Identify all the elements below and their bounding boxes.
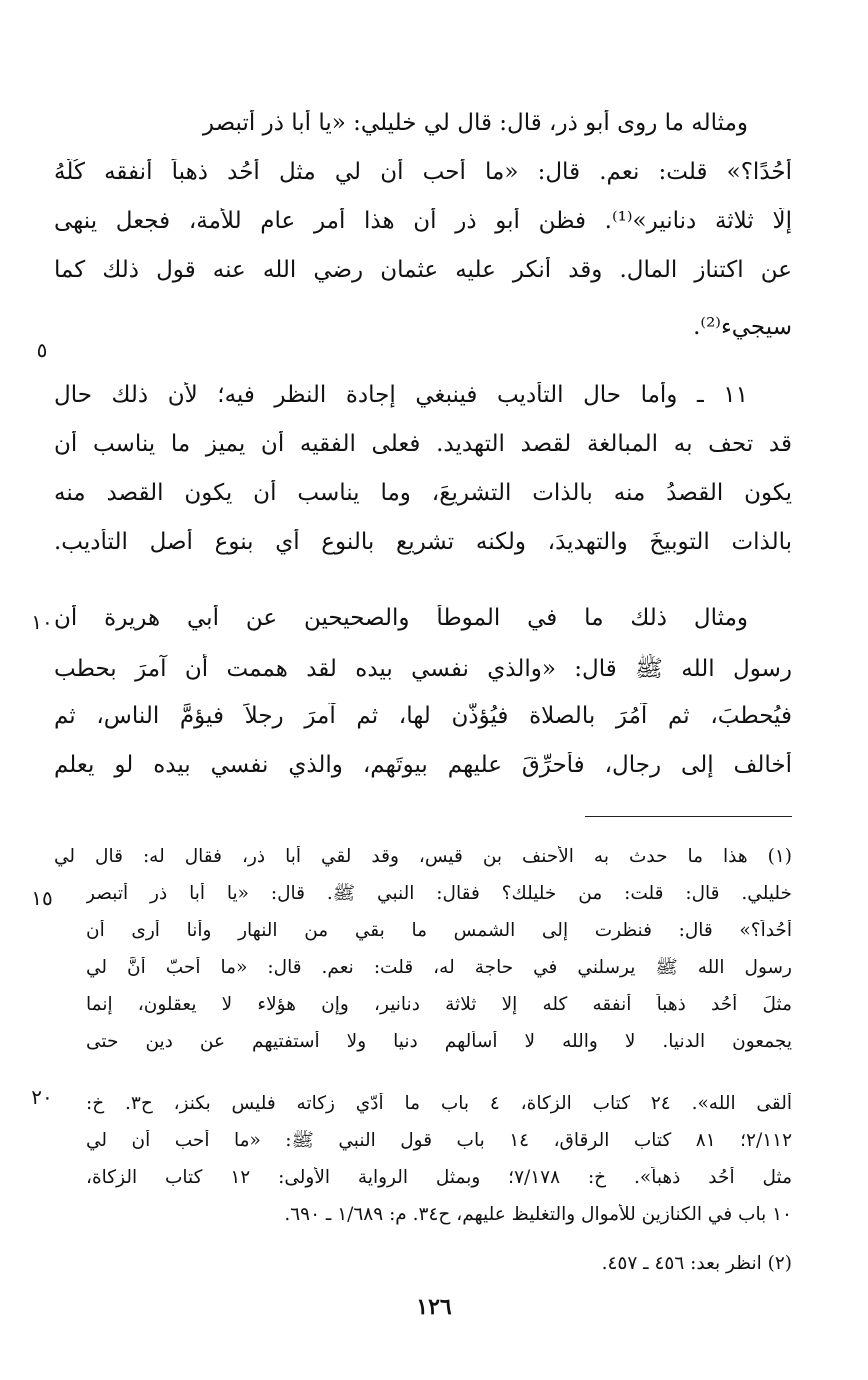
text-line: ومثال ذلك ما في الموطأ والصحيحين عن أبي هريرة أن [54, 605, 748, 631]
text-line: ١١ ـ وأما حال التأديب فينبغي إجادة النظر فيه؛ لأن ذلك حال [54, 382, 748, 408]
text-line: أُحُدًا؟» قلت: نعم. قال: «ما أحب أن لي مثل أُحُد ذهباً أنفقه كُلَّهُ [54, 159, 792, 185]
line-number-20: ٢٠ [31, 1085, 53, 1109]
footnote-line: مثل أُحُد ذهباً». خ: ٧/١٧٨؛ وبمثل الرواية الأولى: ١٢ كتاب الزكاة، [86, 1167, 792, 1188]
text-line: إلّا ثلاثة دنانير»⁽¹⁾. فظن أبو ذر أن هذا أمر عام للأمة، فجعل ينهى [54, 208, 792, 234]
line-number-15: ١٥ [31, 886, 53, 910]
text-line: بالذات التوبيخَ والتهديدَ، ولكنه تشريع بالنوع أي بنوع أصل التأديب. [54, 529, 792, 555]
text-line: عن اكتناز المال. وقد أنكر عليه عثمان رضي الله عنه قول ذلك كما [54, 257, 792, 283]
footnote-line: ألقى الله». ٢٤ كتاب الزكاة، ٤ باب ما أدّي زكاته فليس بكنز، ح٣. خ: [86, 1093, 792, 1114]
page-number: ١٢٦ [416, 1294, 452, 1320]
footnote-separator [585, 816, 792, 817]
text-line: أخالف إلى رجال، فأُحرِّقَ عليهم بيوتَهم، والذي نفسي بيده لو يعلم [54, 752, 792, 778]
footnote-line: مثلَ أُحُد ذهباً أنفقه كله إلا ثلاثة دنانير، وإن هؤلاء لا يعقلون، إنما [86, 994, 792, 1015]
text-line: فيُحطبَ، ثم آمُرَ بالصلاة فيُؤذّن لها، ثم آمرَ رجلاً فيؤمَّ الناس، ثم [54, 703, 792, 729]
footnote-line: خليلي. قال: قلت: من خليلك؟ فقال: النبي ﷺ. قال: «يا أبا ذر أتبصر [86, 883, 792, 904]
text-line: ومثاله ما روى أبو ذر، قال: قال لي خليلي: «يا أبا ذر أتبصر [202, 110, 748, 136]
line-number-5: ٥ [36, 338, 48, 362]
footnote-line: (١) هذا ما حدث به الأحنف بن قيس، وقد لقي أبا ذر، فقال له: قال لي [54, 846, 792, 867]
footnote-line: رسول الله ﷺ يرسلني في حاجة له، قلت: نعم. قال: «ما أحبّ أنَّ لي [86, 957, 792, 978]
line-number-10: ١٠ [31, 610, 53, 634]
text-line: قد تحف به المبالغة لقصد التهديد. فعلى الفقيه أن يميز ما يناسب أن [54, 431, 792, 457]
text-line: سيجيء⁽²⁾. [693, 314, 792, 340]
text-line: يكون القصدُ منه بالذات التشريعَ، وما يناسب أن يكون القصد منه [54, 480, 792, 506]
footnote-line: ١٠ باب في الكنازين للأموال والتغليظ عليهم، ح٣٤. م: ١/٦٨٩ ـ ٦٩٠. [284, 1204, 792, 1225]
footnote-line: أُحُداً؟» قال: فنظرت إلى الشمس ما بقي من النهار وأنا أرى أن [86, 920, 792, 941]
footnote-line: ٢/١١٢؛ ٨١ كتاب الرقاق، ١٤ باب قول النبي ﷺ: «ما أحب أن لي [86, 1130, 792, 1151]
text-line: رسول الله ﷺ قال: «والذي نفسي بيده لقد هممت أن آمرَ بحطب [54, 656, 792, 682]
footnote-2: (٢) انظر بعد: ٤٥٦ ـ ٤٥٧. [601, 1253, 792, 1274]
footnote-line: يجمعون الدنيا. لا والله لا أسألهم دنيا ولا أستفتيهم عن دين حتى [86, 1031, 792, 1052]
